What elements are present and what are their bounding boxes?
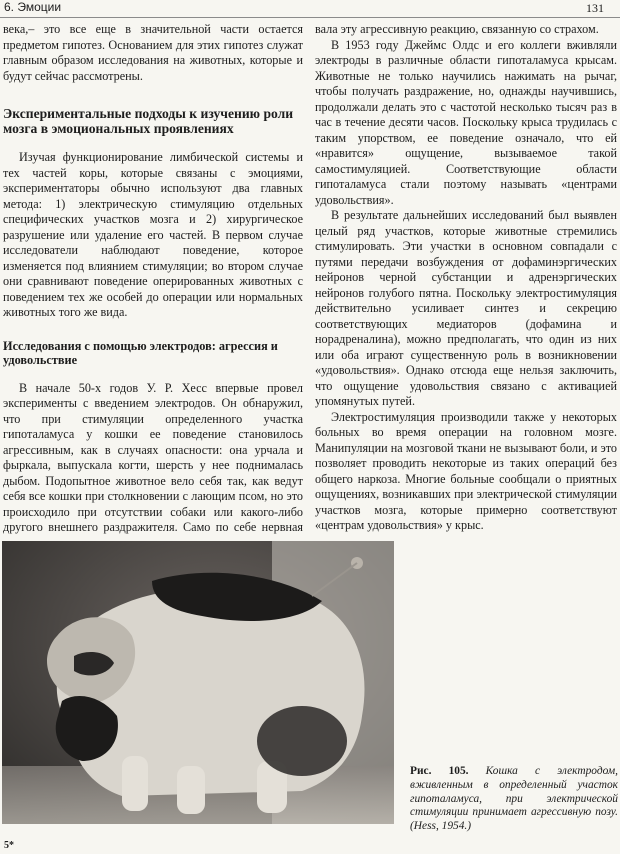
section-title: Экспериментальные подходы к изучению роли мозга в эмоциональных проявлениях xyxy=(3,106,294,136)
cat-hind-dark-patch xyxy=(257,706,347,776)
figure-label: Рис. 105. xyxy=(410,765,469,777)
right-paragraph-1: вала эту агрессивную реакцию, связанную со страхом. xyxy=(315,22,599,36)
intro-paragraph: века,– это все еще в значительной части остается предметом гипотез. Основанием для этих гипотез служат главным образом исследования на животных, которые и будут сейчас рассмотрены. xyxy=(3,22,303,83)
cat-front-leg xyxy=(122,756,148,811)
header-divider xyxy=(0,17,620,18)
right-paragraph-2: В 1953 году Джеймс Олдс и его коллеги вживляли электроды в различные области гипоталамуса крысам. Животные не только научились нажимать на рычаг, чтобы получать раздражение, но, однажды научившись, продолжали делать это с частотой несколько тысяч раз в час в течение десяти часов. Поскольку крыса трудилась с таким упорством, ее поведение означало, что ей «нравится» ощущение, вызываемое такой самостимуляцией. Соответствующие области гипоталамуса стали поэтому называть «центрами удовольствия». xyxy=(315,37,617,207)
running-header-chapter: 6. Эмоции xyxy=(4,0,62,14)
figure-caption-text: Кошка с электродом, вживленным в определенный участок гипоталамуса, при электрической стимуляции принимает агрессивную позу. (Hess, 1954.) xyxy=(410,765,618,833)
subsection-paragraph: В начале 50-х годов У. Р. Хесс впервые провел эксперименты с введением электродов. Он обнаружил, что при стимуляции определенного участка гипоталамуса у кошки ее поведение становилось агрессивным, как в случаях опасности: она урчала и фыркала, выпускала когти, шерсть у нее поднималась дыбом. Подопытное животное вело себя так, как ведут себя все кошки при столкновении с лающим псом, но это происходило при отсутствии собаки или какого-либо другого внешнего раздражителя. Само по себе нервная xyxy=(3,380,303,534)
cat-photo xyxy=(2,541,394,824)
left-column xyxy=(3,22,303,551)
right-paragraph-3: В результате дальнейших исследований был выявлен целый ряд участков, которые животные стремились стимулировать. Эти участки в основном совпадали с путями передачи возбуждения от дофаминэргических нейронов черной субстанции и адренэргических нейронов голубого пятна. Поскольку электростимуляция действительно усиливает синтез и секрецию соответствующих медиаторов (дофамина и норадреналина), можно предполагать, что один из них или оба играют существенную роль в возникновении «удовольствия». Однако отсюда еще нельзя заключить, что ощущение удовольствия связано с активацией упомянутых путей. xyxy=(315,208,617,408)
cat-front-leg-2 xyxy=(177,766,205,814)
right-column xyxy=(315,22,617,534)
section-paragraph: Изучая функционирование лимбической системы и тех частей коры, которые связаны с эмоциями, экспериментаторы обычно используют два главных метода: 1) электрическую стимуляцию отдельных специфических участков мозга и 2) хирургическое разрушение или удаление его частей. В первом случае исследователи наблюдают поведение, которое изменяется под влиянием стимуляции; во втором случае они сравнивают поведение оперированных животных с поведением тех же особей до операции или нормальных животных того же вида. xyxy=(3,150,303,319)
cat-photo-illustration xyxy=(2,541,394,824)
figure-caption xyxy=(410,765,618,834)
subsection-title: Исследования с помощью электродов: агрессия и удовольствие xyxy=(3,338,278,367)
printer-signature: 5* xyxy=(4,840,14,851)
right-paragraph-4: Электростимуляция производили также у некоторых больных во время операции на головном мозге. Манипуляции на мозговой ткани не вызывают боли, и это позволяет проводить некоторые из таких операций без общего наркоза. Многие больные сообщали о приятных ощущениях, возникавших при электрической стимуляции участков мозга, которые примерно соответствуют «центрам удовольствия» у крыс. xyxy=(315,409,617,532)
page-number: 131 xyxy=(586,1,604,15)
